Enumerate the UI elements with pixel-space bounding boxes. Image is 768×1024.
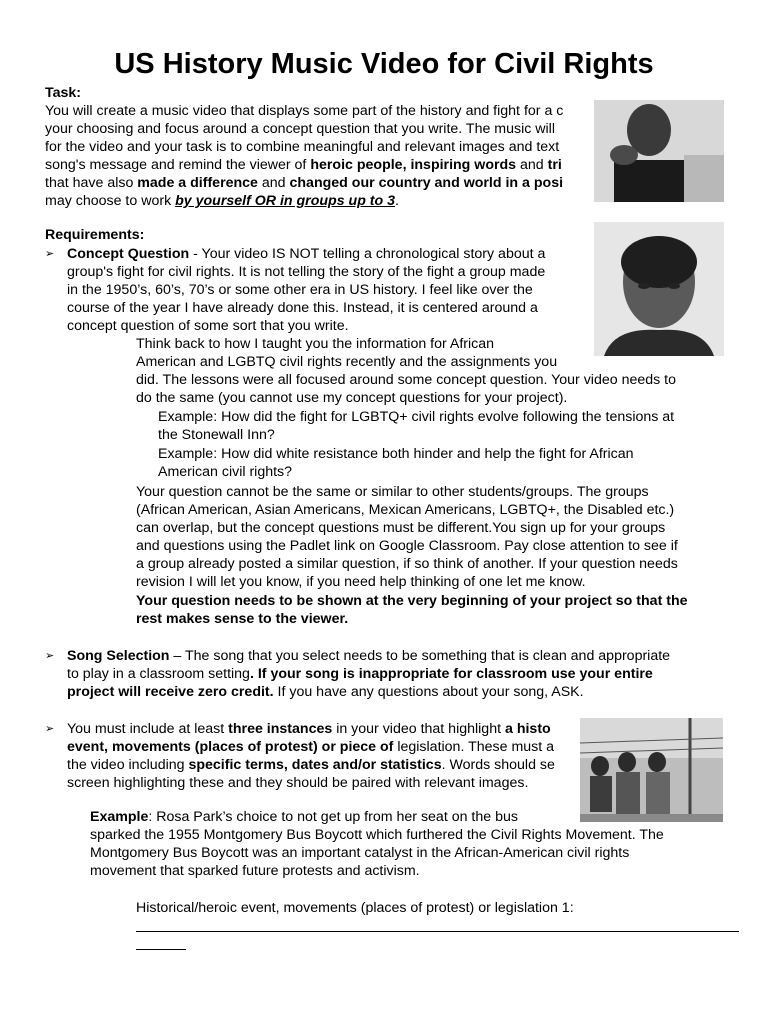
- example-question-1b: the Stonewall Inn?: [158, 427, 275, 443]
- example-question-2a: Example: How did white resistance both hinder and help the fight for African: [158, 446, 634, 462]
- song-line-3: project will receive zero credit. If you have any questions about your song, ASK.: [67, 684, 584, 700]
- instances-line-3: the video including specific terms, dates and/or statistics. Words should se: [67, 757, 555, 773]
- task-line-6: may choose to work by yourself OR in groups up to 3.: [45, 193, 399, 209]
- requirements-heading: Requirements:: [45, 227, 145, 243]
- concept-more-1: Your question cannot be the same or similar to other students/groups. The groups: [136, 484, 649, 500]
- instances-line-4: screen highlighting these and they should be paired with relevant images.: [67, 775, 529, 791]
- task-line-3: for the video and your task is to combine meaningful and relevant images and text: [45, 139, 560, 155]
- bullet-arrow-icon: ➢: [45, 650, 55, 662]
- bullet-arrow-icon: ➢: [45, 248, 55, 260]
- example-question-2b: American civil rights?: [158, 464, 293, 480]
- photo-speaker-pointing: [594, 100, 724, 202]
- concept-line-4: course of the year I have already done this. Instead, it is centered around a: [67, 300, 538, 316]
- example-line-3: Montgomery Bus Boycott was an important catalyst in the African-American civil rights: [90, 845, 630, 861]
- event-field-line-1[interactable]: [136, 931, 739, 932]
- instances-line-1: You must include at least three instances in your video that highlight a histo: [67, 721, 551, 737]
- song-line-2: to play in a classroom setting. If your song is inappropriate for classroom use your entire: [67, 666, 653, 682]
- task-line-2: your choosing and focus around a concept question that you write. The music will: [45, 121, 555, 137]
- concept-more-4: and questions using the Padlet link on Google Classroom. Pay close attention to see if: [136, 538, 678, 554]
- bullet-arrow-icon: ➢: [45, 723, 55, 735]
- photo-children-fence: [580, 718, 723, 822]
- task-heading: Task:: [45, 85, 82, 101]
- concept-line-2: group's fight for civil rights. It is not telling the story of the fight a group made: [67, 264, 546, 280]
- example-line-4: movement that sparked future protests and activism.: [90, 863, 420, 879]
- concept-bold-2: rest makes sense to the viewer.: [136, 611, 349, 627]
- task-line-1: You will create a music video that displays some part of the history and fight for a c: [45, 103, 564, 119]
- example-line-2: sparked the 1955 Montgomery Bus Boycott which furthered the Civil Rights Movement. The: [90, 827, 664, 843]
- concept-line-5: concept question of some sort that you write.: [67, 318, 349, 334]
- event-field-label: Historical/heroic event, movements (places of protest) or legislation 1:: [136, 900, 574, 916]
- concept-sub-1: Think back to how I taught you the information for African: [136, 336, 495, 352]
- song-line-1: Song Selection – The song that you select needs to be something that is clean and appropriate: [67, 648, 671, 664]
- concept-more-3: can overlap, but the concept questions must be different.You sign up for your groups: [136, 520, 666, 536]
- concept-line-3: in the 1950’s, 60’s, 70’s or some other era in US history. I feel like over the: [67, 282, 533, 298]
- concept-line-1: Concept Question - Your video IS NOT telling a chronological story about a: [67, 246, 546, 262]
- concept-more-5: a group already posted a similar question, if so think of another. If your question needs: [136, 556, 678, 572]
- example-line-1: Example: Rosa Park’s choice to not get up from her seat on the bus: [90, 809, 518, 825]
- task-line-4: song's message and remind the viewer of heroic people, inspiring words and tri: [45, 157, 562, 173]
- concept-sub-2: American and LGBTQ civil rights recently and the assignments you: [136, 354, 558, 370]
- task-line-5: that have also made a difference and changed our country and world in a posi: [45, 175, 564, 191]
- event-field-line-2[interactable]: [136, 949, 186, 950]
- concept-more-6: revision I will let you know, if you need help thinking of one let me know.: [136, 574, 586, 590]
- concept-sub-3: did. The lessons were all focused around some concept question. Your video needs to: [136, 372, 677, 388]
- concept-bold-1: Your question needs to be shown at the very beginning of your project so that the: [136, 593, 688, 609]
- concept-sub-4: do the same (you cannot use my concept questions for your project).: [136, 390, 568, 406]
- concept-more-2: (African American, Asian Americans, Mexican Americans, LGBTQ+, the Disabled etc.): [136, 502, 675, 518]
- page-title: US History Music Video for Civil Rights: [114, 48, 654, 80]
- example-question-1a: Example: How did the fight for LGBTQ+ civil rights evolve following the tensions at: [158, 409, 675, 425]
- photo-portrait: [594, 222, 724, 356]
- instances-line-2: event, movements (places of protest) or piece of legislation. These must a: [67, 739, 555, 755]
